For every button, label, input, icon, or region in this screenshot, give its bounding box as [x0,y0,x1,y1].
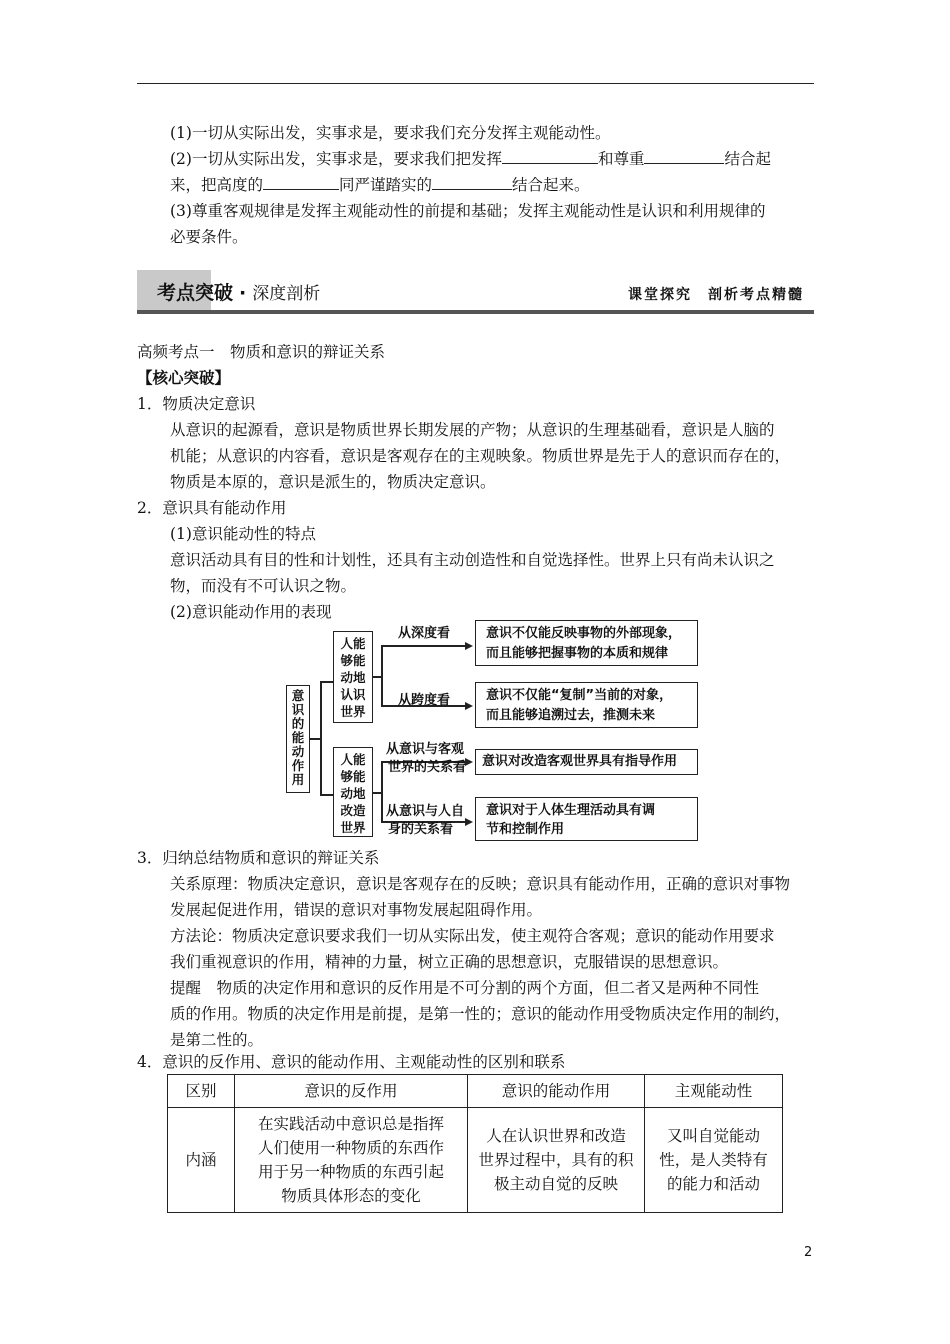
box-guide: 意识对改造客观世界具有指导作用 [475,749,698,775]
label-depth: 从深度看 [398,626,451,641]
connector [320,681,333,683]
item3-line: 关系原理：物质决定意识，意识是客观存在的反映；意识具有能动作用，正确的意识对事物 [170,875,791,893]
arrow-icon [465,642,473,650]
intro-p1: (1)一切从实际出发，实事求是，要求我们充分发挥主观能动性。 [170,124,611,142]
connector [381,761,383,822]
intro-p3-line2: 必要条件。 [170,228,248,246]
item3-line: 质的作用。物质的决定作用是前提，是第一性的；意识的能动作用受物质决定作用的制约， [170,1005,791,1023]
blank [263,173,339,190]
know-world-box: 人能 够能 动地 认识 世界 [333,631,373,723]
table-cell: 又叫自觉能动 性，是人类特有 的能力和活动 [645,1108,783,1213]
item3-line: 方法论：物质决定意识要求我们一切从实际出发，使主观符合客观；意识的能动作用要求 [170,927,775,945]
item2-subheading: (1)意识能动性的特点 [170,525,316,543]
banner-right-text: 课堂探究 剖析考点精髓 [628,287,804,303]
section-banner [137,270,814,314]
label-span: 从跨度看 [398,693,451,708]
connector [381,645,383,706]
item3-line: 我们重视意识的作用，精神的力量，树立正确的思想意识，克服错误的思想意识。 [170,953,729,971]
table-row [168,1108,783,1213]
table-header: 主观能动性 [645,1075,783,1108]
blank [502,147,598,164]
comparison-table [167,1074,783,1213]
table-header-row [168,1075,783,1108]
label-relation-objective: 从意识与客观 世界的关系看 [386,742,467,775]
item2-line: 意识活动具有目的性和计划性，还具有主动创造性和自觉选择性。世界上只有尚未认识之 [170,551,775,569]
label-relation-self: 从意识与人自 身的关系看 [386,804,465,837]
connector [320,681,322,795]
arrow-icon [465,758,473,766]
connector [320,794,333,796]
item4-title: 4．意识的反作用、意识的能动作用、主观能动性的区别和联系 [137,1053,566,1071]
item3-line: 发展起促进作用，错误的意识对事物发展起阻碍作用。 [170,901,543,919]
item1-line: 机能；从意识的内容看，意识是客观存在的主观映象。物质世界是先于人的意识而存在的， [170,447,791,465]
item2-title: 2．意识具有能动作用 [137,499,287,517]
blank [644,147,724,164]
arrow-icon [465,818,473,826]
item1-title: 1．物质决定意识 [137,395,256,413]
section-tag: 【核心突破】 [137,368,231,387]
section-heading: 高频考点一 物质和意识的辩证关系 [137,343,386,361]
blank [432,173,512,190]
item1-line: 物质是本原的，意识是派生的，物质决定意识。 [170,473,496,491]
table-header: 意识的能动作用 [468,1075,645,1108]
item3-line: 提醒 物质的决定作用和意识的反作用是不可分割的两个方面，但二者又是两种不同性 [170,979,760,997]
table-row-label: 内涵 [168,1108,235,1213]
item2-line: 物，而没有不可认识之物。 [170,577,357,595]
table-header: 区别 [168,1075,235,1108]
table-cell: 在实践活动中意识总是指挥 人们使用一种物质的东西作 用于另一种物质的东西引起 物质具体形态的变化 [235,1108,468,1213]
box-body: 意识对于人体生理活动具有调 节和控制作用 [475,797,698,841]
page-number: 2 [804,1245,813,1260]
top-rule [137,83,814,84]
change-world-box: 人能 够能 动地 改造 世界 [333,747,373,837]
box-depth: 意识不仅能反映事物的外部现象， 而且能够把握事物的本质和规律 [475,620,698,666]
item3-title: 3．归纳总结物质和意识的辩证关系 [137,849,380,867]
table-header: 意识的反作用 [235,1075,468,1108]
table-cell: 人在认识世界和改造 世界过程中，具有的积 极主动自觉的反映 [468,1108,645,1213]
item2-subheading: (2)意识能动作用的表现 [170,603,332,621]
arrow-icon [465,702,473,710]
box-span: 意识不仅能“复制”当前的对象， 而且能够追溯过去，推测未来 [475,682,698,728]
connector [381,645,465,647]
diagram-root-box: 意 识 的 能 动 作 用 [286,685,310,793]
banner-rule [137,310,814,314]
intro-p2-line1: (2)一切从实际出发，实事求是，要求我们把发挥 和尊重 结合起 [170,146,771,172]
item3-line: 是第二性的。 [170,1031,264,1049]
intro-p2-line2: 来，把高度的 同严谨踏实的 结合起来。 [170,172,590,198]
item1-line: 从意识的起源看，意识是物质世界长期发展的产物；从意识的生理基础看，意识是人脑的 [170,421,775,439]
banner-title: 考点突破 · 深度剖析 [157,282,321,304]
intro-p3-line1: (3)尊重客观规律是发挥主观能动性的前提和基础；发挥主观能动性是认识和利用规律的 [170,202,766,220]
